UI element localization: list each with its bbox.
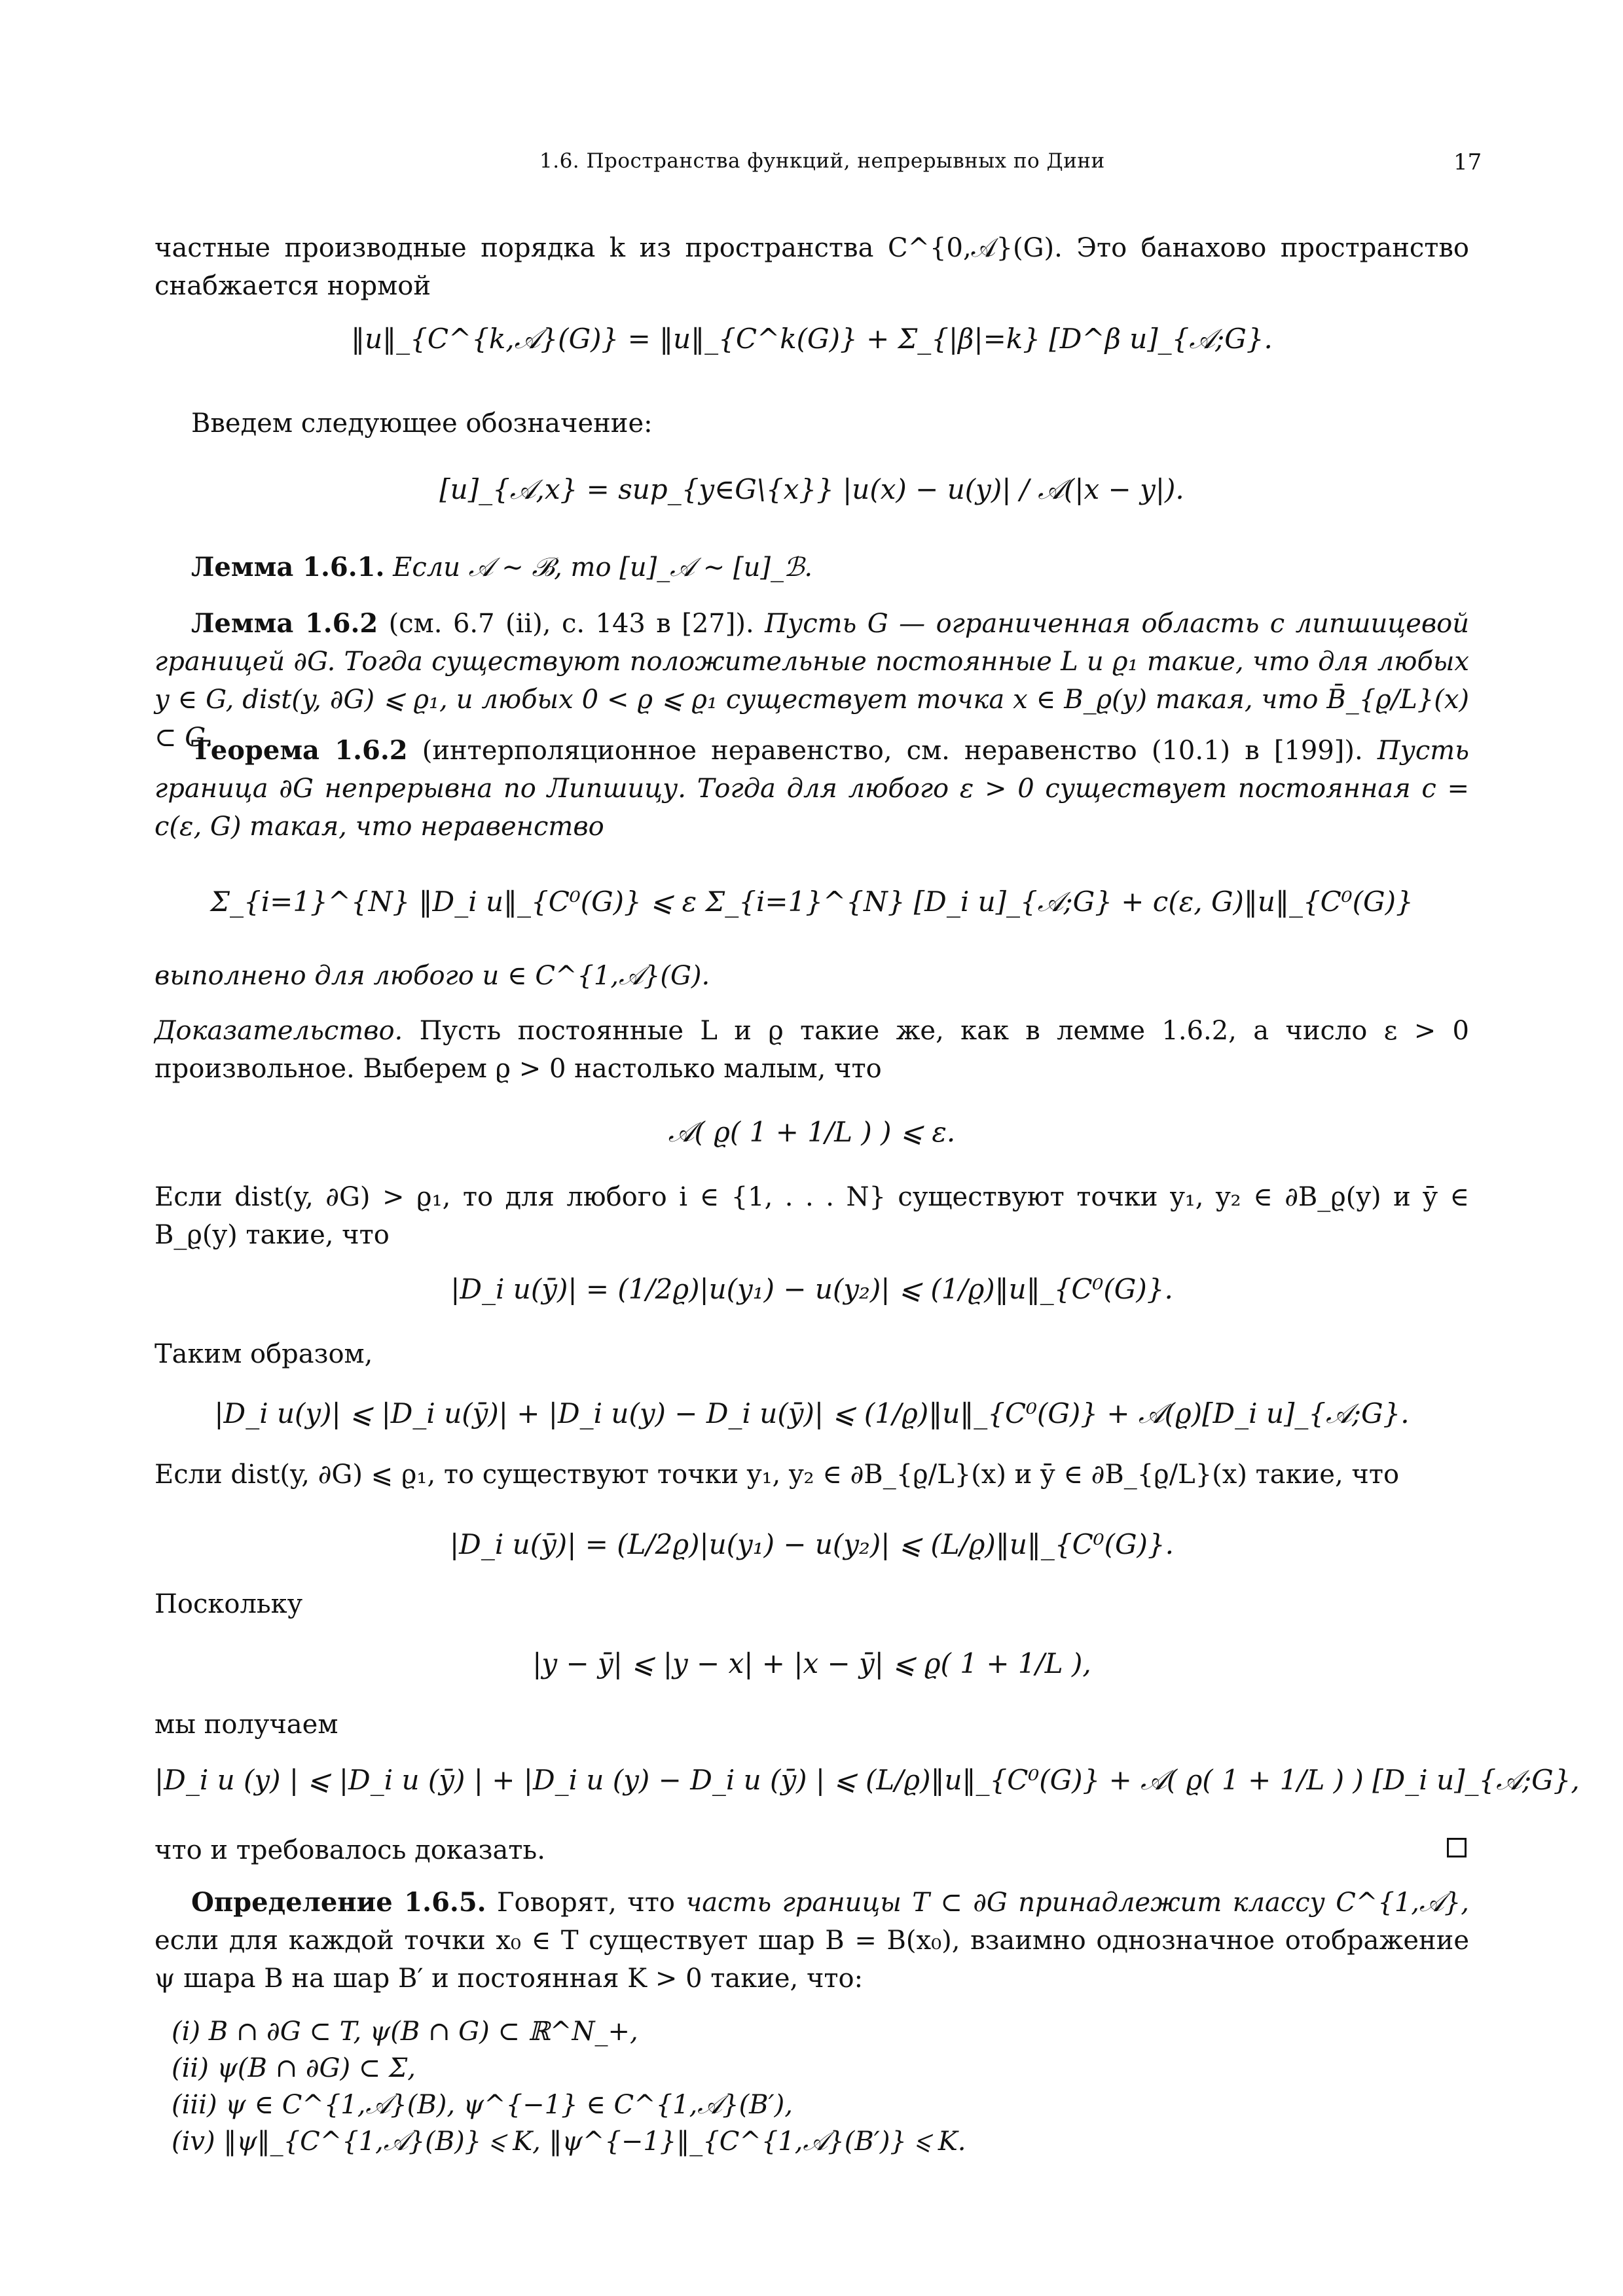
lemma-1-6-2-reference: (см. 6.7 (ii), с. 143 в [27]). bbox=[388, 609, 754, 639]
theorem-1-6-2-title: Теорема 1.6.2 bbox=[191, 735, 408, 766]
definition-1-6-5-title: Определение 1.6.5. bbox=[191, 1887, 486, 1918]
equation-final-bound: |D_i u (y) | ⩽ |D_i u (ȳ) | + |D_i u (y) − D_i u (ȳ) | ⩽ (L/ϱ)‖u‖_{C⁰(G)} + 𝒜( ϱ( 1 + 1/L ) ) [D_i u]_{𝒜;G}, bbox=[155, 1764, 1580, 1796]
definition-1-6-5 bbox=[155, 1884, 1469, 1998]
proof-paragraph-1 bbox=[155, 1012, 1469, 1088]
paragraph-notation: Введем следующее обозначение: bbox=[191, 408, 653, 439]
definition-text-b: часть границы T ⊂ ∂G принадлежит классу C^{1,𝒜}, bbox=[685, 1888, 1469, 1918]
proof-label: Доказательство. bbox=[155, 1016, 403, 1046]
theorem-1-6-2-text: Пусть граница ∂G непрерывна по Липшицу. Тогда для любого ε > 0 существует постоянная c = c(ε, G) такая, что неравенство bbox=[155, 736, 1470, 842]
equation-distance-bound: |y − ȳ| ⩽ |y − x| + |x − ȳ| ⩽ ϱ( 1 + 1/L ), bbox=[532, 1647, 1091, 1679]
proof-paragraph-5: Поскольку bbox=[155, 1589, 303, 1619]
equation-choice-rho: 𝒜( ϱ( 1 + 1/L ) ) ⩽ ε. bbox=[668, 1116, 956, 1148]
equation-derivative-bound-2: |D_i u(y)| ⩽ |D_i u(ȳ)| + |D_i u(y) − D_i u(ȳ)| ⩽ (1/ϱ)‖u‖_{C⁰(G)} + 𝒜(ϱ)[D_i u]_{𝒜;G}. bbox=[214, 1397, 1410, 1429]
proof-paragraph-6: мы получаем bbox=[155, 1710, 338, 1740]
page-number: 17 bbox=[1453, 149, 1482, 175]
equation-seminorm: [u]_{𝒜,x} = sup_{y∈G\{x}} |u(x) − u(y)| / 𝒜(|x − y|). bbox=[439, 473, 1184, 505]
proof-end: что и требовалось доказать. bbox=[155, 1835, 545, 1865]
paragraph-norm-intro: частные производные порядка k из пространства C^{0,𝒜}(G). Это банахово пространство снабжается нормой bbox=[155, 233, 1469, 301]
proof-text-1: Пусть постоянные L и ϱ такие же, как в лемме 1.6.2, а число ε > 0 произвольное. Выберем ϱ > 0 настолько малым, что bbox=[155, 1016, 1469, 1084]
definition-item-i: (i) B ∩ ∂G ⊂ T, ψ(B ∩ G) ⊂ ℝ^N_+, bbox=[172, 2017, 638, 2047]
lemma-1-6-2-title: Лемма 1.6.2 bbox=[191, 608, 378, 639]
running-header: 1.6. Пространства функций, непрерывных по Дини bbox=[539, 149, 1105, 173]
definition-item-iv: (iv) ‖ψ‖_{C^{1,𝒜}(B)} ⩽ K, ‖ψ^{−1}‖_{C^{1,𝒜}(B′)} ⩽ K. bbox=[172, 2126, 966, 2157]
theorem-conclusion: выполнено для любого u ∈ C^{1,𝒜}(G). bbox=[155, 961, 710, 991]
equation-derivative-bound-1: |D_i u(ȳ)| = (1/2ϱ)|u(y₁) − u(y₂)| ⩽ (1/ϱ)‖u‖_{C⁰(G)}. bbox=[450, 1273, 1173, 1305]
proof-paragraph-2: Если dist(y, ∂G) > ϱ₁, то для любого i ∈ {1, . . . N} существуют точки y₁, y₂ ∈ ∂B_ϱ(y) и ȳ ∈ B_ϱ(y) такие, что bbox=[155, 1182, 1469, 1250]
equation-interpolation: Σ_{i=1}^{N} ‖D_i u‖_{C⁰(G)} ⩽ ε Σ_{i=1}^{N} [D_i u]_{𝒜;G} + c(ε, G)‖u‖_{C⁰(G)} bbox=[210, 886, 1413, 918]
lemma-1-6-2-text: Пусть G — ограниченная область с липшицевой границей ∂G. Тогда существуют положительные постоянные L и ϱ₁ такие, что для любых y ∈ G, dist(y, ∂G) ⩽ ϱ₁, и любых 0 < ϱ ⩽ ϱ₁ существует точка x ∈ B_ϱ(y) такая, что B̄_{ϱ/L}(x) ⊂ G. bbox=[155, 609, 1469, 753]
equation-norm: ‖u‖_{C^{k,𝒜}(G)} = ‖u‖_{C^k(G)} + Σ_{|β|=k} [D^β u]_{𝒜;G}. bbox=[351, 323, 1273, 355]
proof-paragraph-3: Таким образом, bbox=[155, 1339, 373, 1369]
theorem-1-6-2-reference: (интерполяционное неравенство, см. неравенство (10.1) в [199]). bbox=[422, 736, 1363, 766]
definition-text-a: Говорят, что bbox=[497, 1888, 675, 1918]
lemma-1-6-1-text: Если 𝒜 ∼ ℬ, то [u]_𝒜 ∼ [u]_ℬ. bbox=[393, 552, 813, 583]
proof-paragraph-4: Если dist(y, ∂G) ⩽ ϱ₁, то существуют точки y₁, y₂ ∈ ∂B_{ϱ/L}(x) и ȳ ∈ ∂B_{ϱ/L}(x) такие, что bbox=[155, 1460, 1400, 1490]
definition-item-iii: (iii) ψ ∈ C^{1,𝒜}(B), ψ^{−1} ∈ C^{1,𝒜}(B′), bbox=[172, 2090, 793, 2120]
lemma-1-6-1 bbox=[155, 548, 1469, 586]
lemma-1-6-1-title: Лемма 1.6.1. bbox=[191, 552, 385, 583]
qed-square-icon bbox=[1447, 1838, 1467, 1857]
equation-derivative-bound-3: |D_i u(ȳ)| = (L/2ϱ)|u(y₁) − u(y₂)| ⩽ (L/ϱ)‖u‖_{C⁰(G)}. bbox=[450, 1528, 1174, 1560]
theorem-1-6-2 bbox=[155, 732, 1469, 846]
definition-item-ii: (ii) ψ(B ∩ ∂G) ⊂ Σ, bbox=[172, 2053, 416, 2083]
definition-text-c: если для каждой точки x₀ ∈ T существует шар B = B(x₀), взаимно однозначное отображение ψ шара B на шар B′ и постоянная K > 0 такие, что: bbox=[155, 1926, 1469, 1994]
